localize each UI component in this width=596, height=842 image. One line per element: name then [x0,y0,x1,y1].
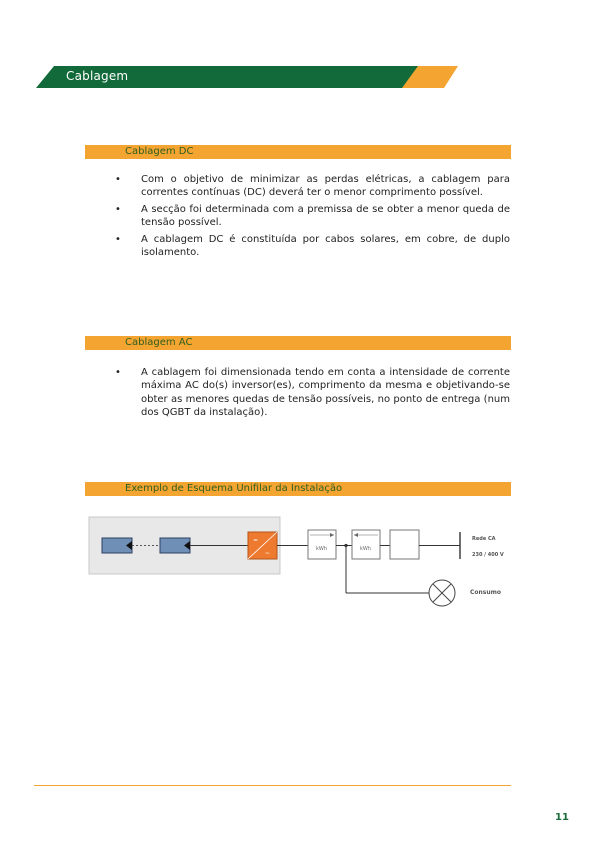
svg-text:~: ~ [265,550,271,557]
load-label: Consumo [470,589,502,596]
list-item: • Com o objetivo de minimizar as perdas elétricas, a cablagem para correntes contínuas (DC) deverá ter o menor comprimento possível. [115,174,510,199]
bullet-icon: • [115,203,121,215]
section-header-dc [85,145,511,159]
breaker-box [390,530,419,559]
bullet-list-dc [110,173,510,262]
single-line-diagram [88,514,518,610]
list-item: • A cablagem foi dimensionada tendo em conta a intensidade de corrente máxima AC do(s) inversor(es), comprimento da mesma e objetivando-se obter as menores quedas de tensão possíveis, no ponto de entrega (num dos QGBT da instalação). [115,367,510,419]
bullet-icon: • [115,174,121,185]
energy-meter-icon [352,530,380,559]
bullet-icon: • [115,233,121,245]
grid-voltage-label: 230 / 400 V [472,552,504,558]
section-title: Exemplo de Esquema Unifilar da Instalação [125,483,343,494]
solar-panel-icon [102,538,132,553]
section-header-diagram [85,482,511,496]
section-title: Cablagem AC [125,337,193,348]
bullet-icon: • [115,367,121,378]
energy-meter-icon [308,530,336,559]
bullet-list-ac [110,366,510,423]
meter-label: kWh [360,546,372,552]
meter-label: kWh [316,546,328,552]
section-title: Cablagem DC [125,146,194,157]
list-item: • A secção foi determinada com a premissa de se obter a menor queda de tensão possível. [115,203,510,229]
list-item: • A cablagem DC é constituída por cabos solares, em cobre, de duplo isolamento. [115,233,510,259]
inverter-icon [248,532,277,559]
lamp-load-icon [429,580,455,606]
footer-divider [34,785,511,786]
header-banner [36,66,458,88]
section-header-ac [85,336,511,350]
solar-panel-icon [160,538,190,553]
grid-label: Rede CA [472,536,496,542]
page-number: 11 [555,812,569,823]
page-title: Cablagem [66,69,129,83]
svg-text:=: = [253,537,259,544]
